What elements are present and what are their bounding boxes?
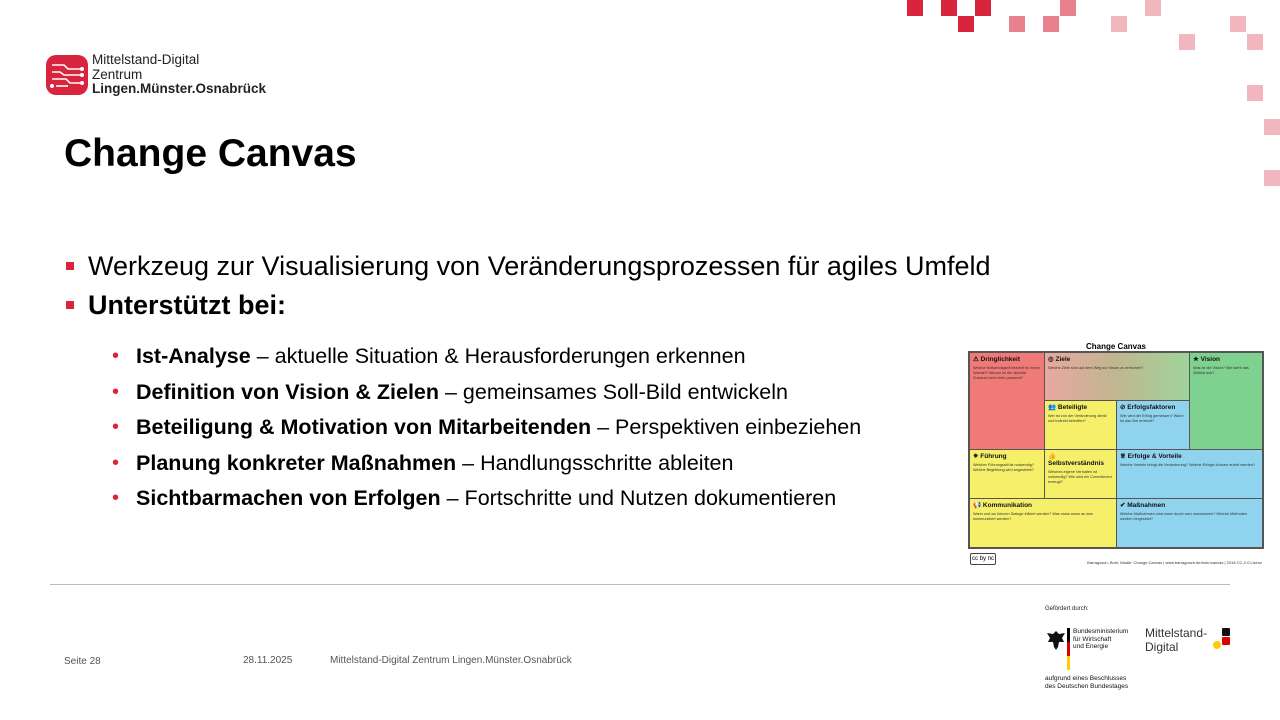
cell-kommunikation: [969, 498, 1117, 548]
change-canvas-figure: [968, 340, 1264, 572]
cell-ziele: [1044, 352, 1190, 401]
cell-text: Welche Maßnahmen sind wann durch wen umzusetzen? Welche Methoden werden eingesetzt?: [1120, 512, 1247, 521]
funding-block: [1045, 606, 1245, 706]
canvas-footer: [968, 552, 1264, 570]
logo: [46, 53, 286, 99]
german-flag-bar: [1067, 628, 1070, 670]
sub-bullet-item: [112, 481, 972, 517]
cell-text: Wie wird der Erfolg gemessen? Wann ist das Ziel erreicht?: [1120, 414, 1184, 423]
sub-bullet-text: – gemeinsames Soll-Bild entwickeln: [439, 379, 788, 404]
cell-beteiligte: [1044, 400, 1117, 450]
sub-bullet-bold: Definition von Vision & Zielen: [136, 379, 440, 404]
funding-note-line: aufgrund eines Beschlusses: [1045, 675, 1127, 682]
cell-selbstverstaendnis: [1044, 449, 1117, 499]
funding-header: Gefördert durch:: [1045, 606, 1089, 612]
cell-fuehrung: [969, 449, 1045, 499]
canvas-grid: [968, 351, 1264, 549]
cell-title: ♕ Erfolge & Vorteile: [1120, 453, 1182, 460]
circuit-logo-icon: [46, 55, 88, 95]
md-line: Digital: [1145, 640, 1179, 654]
cell-text: Welches eigene Verhalten ist notwendig? Wie wird ein Commitment erzeugt?: [1048, 470, 1112, 484]
cell-text: Welche Vorteile bringt die Veränderung? Welche Erfolge können erzielt werden?: [1120, 463, 1255, 467]
cell-title: 👍 Selbstverständnis: [1048, 453, 1104, 467]
logo-line2: Zentrum: [92, 66, 143, 82]
funding-note-line: des Deutschen Bundestages: [1045, 683, 1129, 690]
cell-erfolgsfaktoren: [1116, 400, 1190, 450]
bullet-item: Werkzeug zur Visualisierung von Veränderungsprozessen für agiles Umfeld: [64, 248, 1164, 284]
sub-bullet-bold: Ist-Analyse: [136, 344, 251, 368]
cell-text: Welche Notwendigkeit besteht für einen Wandel? Warum ist der aktuelle Zustand nicht mehr passend?: [973, 366, 1040, 380]
main-bullet-list: [64, 248, 1164, 326]
bullet-item: Unterstützt bei:: [64, 287, 1164, 323]
cell-title: ◎ Ziele: [1048, 356, 1071, 363]
mittelstand-digital-logo: [1145, 626, 1207, 654]
cell-dringlichkeit: [969, 352, 1045, 450]
cell-title: ⚠ Dringlichkeit: [973, 356, 1021, 363]
cell-title: ✷ Führung: [973, 453, 1007, 460]
sub-bullet-bold: Planung konkreter Maßnahmen: [136, 450, 457, 475]
ministry-line: Bundesministerium: [1073, 628, 1129, 635]
cell-text: Was ist die Vision? Wie sieht das Zielbild aus?: [1193, 366, 1249, 375]
cell-title: ⊘ Erfolgsfaktoren: [1120, 404, 1176, 411]
page-number: Seite 28: [64, 656, 101, 667]
cell-text: Welcher Führungsstil ist notwendig? Welche Begleitung wird angestrebt?: [973, 463, 1034, 472]
ministry-name: [1073, 628, 1128, 651]
cell-text: Wann und wo können Dialoge initiiert werden? Was muss wann an wen kommuniziert werden?: [973, 512, 1094, 521]
cell-vision: [1189, 352, 1263, 450]
sub-bullet-item: [112, 375, 972, 411]
cc-license-badge: cc by nc: [970, 553, 996, 565]
sub-bullet-list: [112, 339, 972, 517]
sub-bullet-item: [112, 410, 972, 446]
sub-bullet-bold: Sichtbarmachen von Erfolgen: [136, 486, 441, 510]
ministry-line: für Wirtschaft: [1073, 635, 1112, 643]
footer-divider: [50, 584, 1230, 585]
cell-title: 👥 Beteiligte: [1048, 404, 1088, 411]
sub-bullet-text: – Handlungsschritte ableiten: [456, 450, 734, 475]
sub-bullet-text: – aktuelle Situation & Herausforderungen erkennen: [250, 344, 746, 368]
cell-text: Welche Ziele sind auf dem Weg zur Vision zu erreichen?: [1048, 366, 1144, 370]
md-dots-icon: [1212, 627, 1232, 655]
sub-bullet-text: – Fortschritte und Nutzen dokumentieren: [440, 486, 837, 510]
ministry-line: und Energie: [1073, 643, 1109, 650]
logo-line3: Lingen.Münster.Osnabrück: [92, 81, 267, 96]
federal-eagle-icon: [1045, 628, 1067, 654]
cell-title: 📢 Kommunikation: [973, 502, 1033, 509]
md-line: Mittelstand-: [1145, 626, 1208, 640]
slide-title: Change Canvas: [64, 132, 357, 175]
sub-bullet-bold: Beteiligung & Motivation von Mitarbeitenden: [136, 415, 592, 439]
sub-bullet-item: [112, 446, 972, 482]
logo-text: [92, 53, 266, 97]
cell-massnahmen: [1116, 498, 1263, 548]
logo-line1: Mittelstand-Digital: [92, 52, 200, 67]
cell-erfolge-vorteile: [1116, 449, 1263, 499]
cell-text: Wer ist von der Veränderung direkt und indirekt betroffen?: [1048, 414, 1107, 423]
funding-note: [1045, 675, 1128, 691]
sub-bullet-text: – Perspektiven einbeziehen: [591, 415, 862, 439]
canvas-title: Change Canvas: [1085, 342, 1147, 351]
cell-title: ★ Vision: [1193, 356, 1221, 363]
cell-title: ✔ Maßnahmen: [1120, 502, 1166, 509]
canvas-citation: Barragosch, Buhr, Madle: Change Canvas | www.barragosch.de/buhr/canvas | 2018 CC-2.0 Lizenz: [1087, 560, 1262, 565]
footer-organization: Mittelstand-Digital Zentrum Lingen.Münster.Osnabrück: [330, 655, 572, 666]
footer-date: 28.11.2025: [243, 655, 293, 666]
sub-bullet-item: [112, 339, 972, 375]
